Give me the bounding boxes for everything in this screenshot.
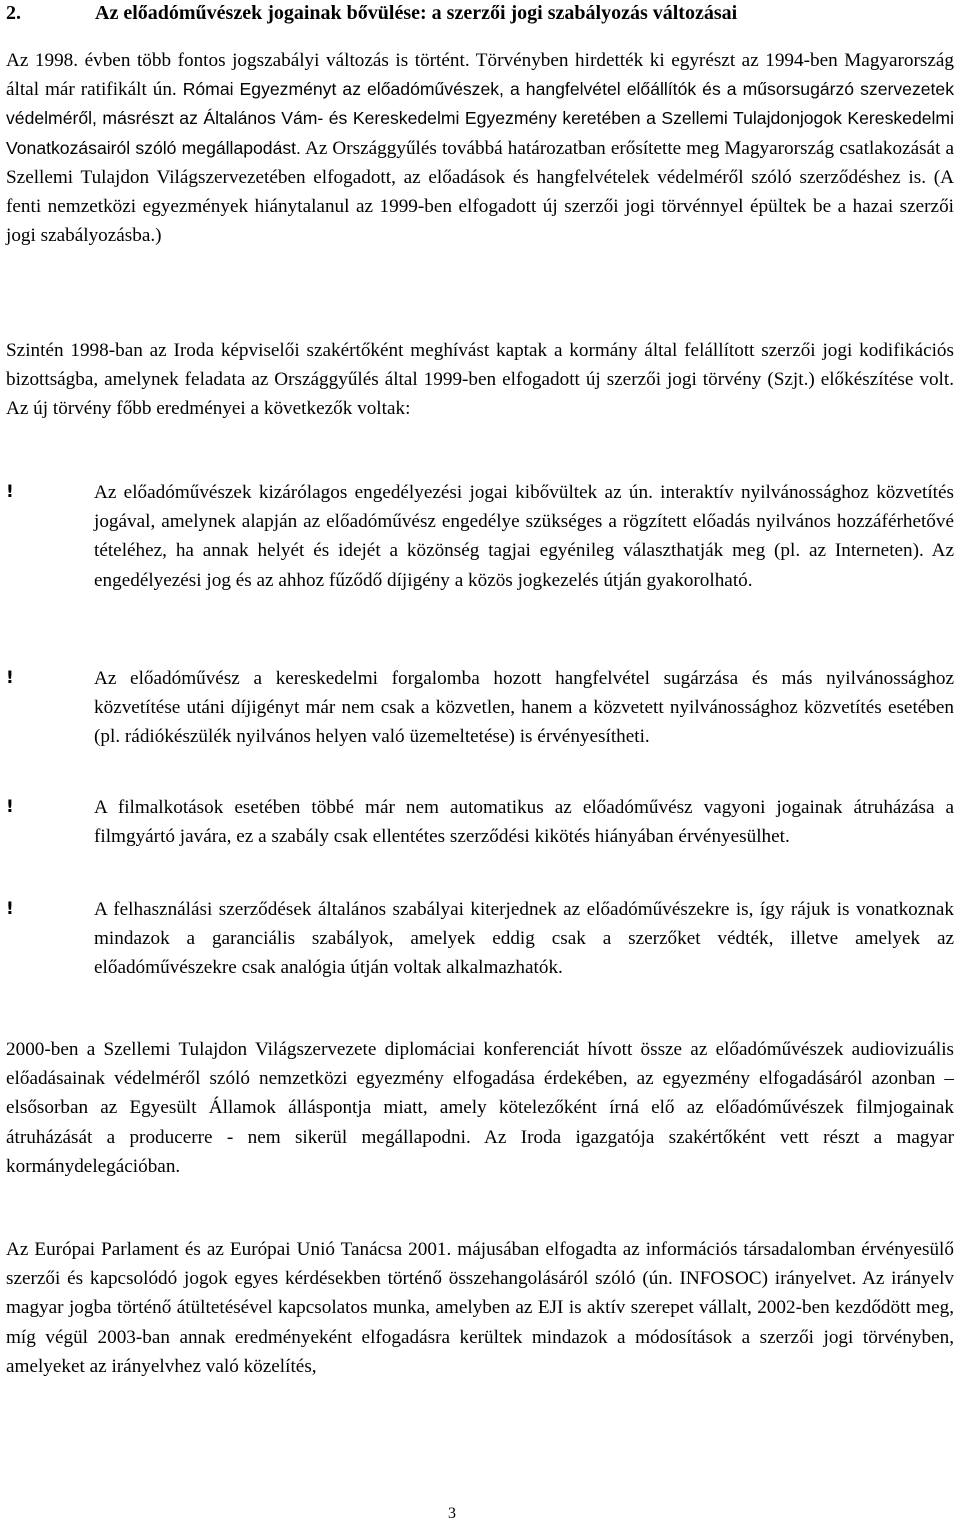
bullet-marker: ! bbox=[6, 482, 14, 502]
paragraph-1-part-3: Az Országgyűlés továbbá határozatban erősítette meg Magyarország csatlakozását a Szellemi Tulajdon Világszervezetében elfogadott, az előadások és hangfelvételek védelméről szóló szerződéshez is. (A fenti nemzetközi egyezmények hiánytalanul az 1999-ben elfogadott új szerzői jogi törvénnyel épültek be a hazai szerzői jogi szabályozásba.) bbox=[6, 137, 954, 247]
section-title: Az előadóművészek jogainak bővülése: a szerzői jogi szabályozás változásai bbox=[95, 2, 738, 24]
paragraph-2: Szintén 1998-ban az Iroda képviselői szakértőként meghívást kaptak a kormány által felállított szerzői jogi kodifikációs bizottságba, amelynek feladata az Országgyűlés által 1999-ben elfogadott új szerzői jogi törvény (Szjt.) előkészítése volt. Az új törvény főbb eredményei a következők voltak: bbox=[6, 340, 954, 420]
bullet-text-3: A filmalkotások esetében többé már nem automatikus az előadóművész vagyoni jogainak átruházása a filmgyártó javára, ez a szabály csak ellentétes szerződési kikötés hiányában érvényesülhet. bbox=[94, 797, 954, 848]
paragraph-1-part-1: Az 1998. évben több fontos jogszabályi változás is történt. Törvényben hirdették ki egyrészt az 1994-ben Magyarország által már ratifikált ún. bbox=[6, 50, 954, 101]
paragraph-1 bbox=[6, 46, 954, 250]
paragraph-4: Az Európai Parlament és az Európai Unió Tanácsa 2001. májusában elfogadta az információs társadalomban érvényesülő szerzői és kapcsolódó jogok egyes kérdésekben történő összehangolásáról szóló (ún. INFOSOC) irányelvet. Az irányelv magyar jogba történő átültetésével kapcsolatos munka, amelyben az EJI is aktív szerepet vállalt, 2002-ben kezdődött meg, míg végül 2003-ban annak eredményeként elfogadásra kerültek mindazok a módosítások a szerzői jogi törvényben, amelyeket az irányelvhez való közelítés, bbox=[6, 1239, 954, 1377]
bullet-text-4: A felhasználási szerződések általános szabályai kiterjednek az előadóművészekre is, így rájuk is vonatkoznak mindazok a garanciális szabályok, amelyek eddig csak a szerzőket védték, illetve amelyek az előadóművészekre csak analógia útján voltak alkalmazhatók. bbox=[94, 899, 954, 979]
section-number: 2. bbox=[6, 2, 21, 24]
bullet-text-2: Az előadóművész a kereskedelmi forgalomba hozott hangfelvétel sugárzása és más nyilvánossághoz közvetítése utáni díjigényt már nem csak a közvetlen, hanem a közvetett nyilvánossághoz közvetítés esetében (pl. rádiókészülék nyilvános helyen való üzemeltetése) is érvényesítheti. bbox=[94, 668, 954, 748]
bullet-marker: ! bbox=[6, 899, 14, 919]
section-heading bbox=[6, 0, 737, 26]
bullet-text-1: Az előadóművészek kizárólagos engedélyezési jogai kibővültek az ún. interaktív nyilvánossághoz közvetítés jogával, amelynek alapján az előadóművész engedélye szükséges a rögzített előadás nyilvános hozzáférhetővé tételéhez, ha annak helyét és idejét a közönség tagjai egyénileg választhatják meg (pl. az Interneten). Az engedélyezési jog és az ahhoz fűződő díjigény a közös jogkezelés útján gyakorolható. bbox=[94, 482, 954, 591]
paragraph-1-part-2: Római Egyezményt az előadóművészek, a hangfelvétel előállítók és a műsorsugárzó szervezetek védelméről, másrészt az Általános Vám- és Kereskedelmi Egyezmény keretében a Szellemi Tulajdonjogok Kereskedelmi Vonatkozásairól szóló megállapodást. bbox=[6, 79, 954, 158]
page-number: 3 bbox=[448, 1505, 456, 1522]
bullet-marker: ! bbox=[6, 797, 14, 817]
paragraph-3: 2000-ben a Szellemi Tulajdon Világszervezete diplomáciai konferenciát hívott össze az előadóművészek audiovizuális előadásainak védelméről szóló nemzetközi egyezmény elfogadása érdekében, az egyezmény elfogadásáról azonban – elsősorban az Egyesült Államok álláspontja miatt, amely kötelezőként írná elő az előadóművészek filmjogainak átruházását a producerre - nem sikerül megállapodni. Az Iroda igazgatója szakértőként vett részt a magyar kormánydelegációban. bbox=[6, 1039, 954, 1177]
bullet-marker: ! bbox=[6, 668, 14, 688]
